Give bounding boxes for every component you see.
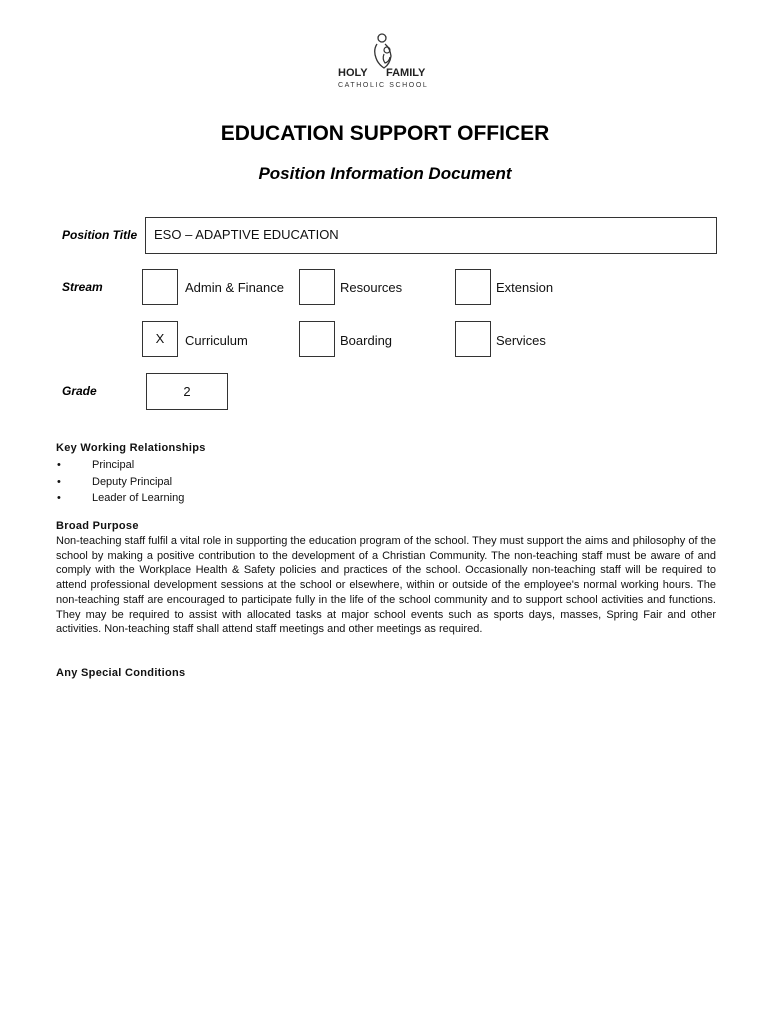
stream-option-services: Services [496, 333, 546, 348]
key-relationships-heading: Key Working Relationships [56, 442, 206, 454]
grade-field[interactable]: 2 [146, 373, 228, 410]
stream-option-resources: Resources [340, 280, 403, 295]
stream-checkbox-admin-finance[interactable] [142, 269, 178, 305]
broad-purpose-text: Non-teaching staff fulfil a vital role in supporting the education program of the school. They must support the aims and philosophy of the school by making a positive contribution to the development of a Christian Community. The non-teaching staff must be aware of and comply with the Workplace Health & Safety policies and practices of the school. Occasionally non-teaching staff will be required to attend professional development sessions at the school or elsewhere, within or outside of the employee's normal working hours. The non-teaching staff are encouraged to participate fully in the life of the school community and to support school activities and functions. They may be required to assist with allocated tasks at major school events such as sports days, masses, Spring Fair and other activities. Non-teaching staff shall attend staff meetings and other meetings as required. [56, 535, 716, 636]
logo-subline: CATHOLIC SCHOOL [338, 82, 429, 89]
list-item-text: Principal [92, 459, 135, 471]
key-relationships-list [56, 457, 184, 507]
stream-checkbox-resources[interactable] [299, 269, 335, 305]
stream-checkbox-boarding[interactable] [299, 321, 335, 357]
stream-option-boarding: Boarding [340, 333, 393, 348]
list-item-text: Deputy Principal [92, 475, 173, 488]
document-subtitle: Position Information Document [258, 164, 512, 183]
stream-checkbox-services[interactable] [455, 321, 491, 357]
broad-purpose-heading: Broad Purpose [56, 520, 139, 532]
logo-word-holy: HOLY [338, 67, 368, 79]
list-item [56, 474, 184, 491]
stream-label: Stream [62, 280, 103, 294]
grade-label: Grade [62, 384, 97, 398]
list-item-text: Leader of Learning [92, 492, 185, 504]
stream-option-extension: Extension [496, 280, 554, 295]
position-title-label: Position Title [62, 228, 138, 242]
list-item [56, 490, 184, 507]
bullet-icon: • [57, 459, 61, 471]
bullet-icon: • [57, 492, 61, 504]
special-conditions-heading: Any Special Conditions [56, 667, 186, 679]
stream-option-curriculum: Curriculum [185, 333, 248, 348]
stream-option-admin-finance: Admin & Finance [185, 280, 284, 295]
holy-family-emblem-icon [368, 32, 398, 72]
stream-checkbox-extension[interactable] [455, 269, 491, 305]
stream-checkbox-curriculum[interactable]: X [142, 321, 178, 357]
position-title-field[interactable]: ESO – ADAPTIVE EDUCATION [145, 217, 717, 254]
list-item [56, 457, 184, 474]
school-logo [334, 32, 436, 94]
logo-word-family: FAMILY [386, 67, 426, 79]
bullet-icon: • [57, 475, 61, 488]
document-title: EDUCATION SUPPORT OFFICER [220, 122, 550, 145]
